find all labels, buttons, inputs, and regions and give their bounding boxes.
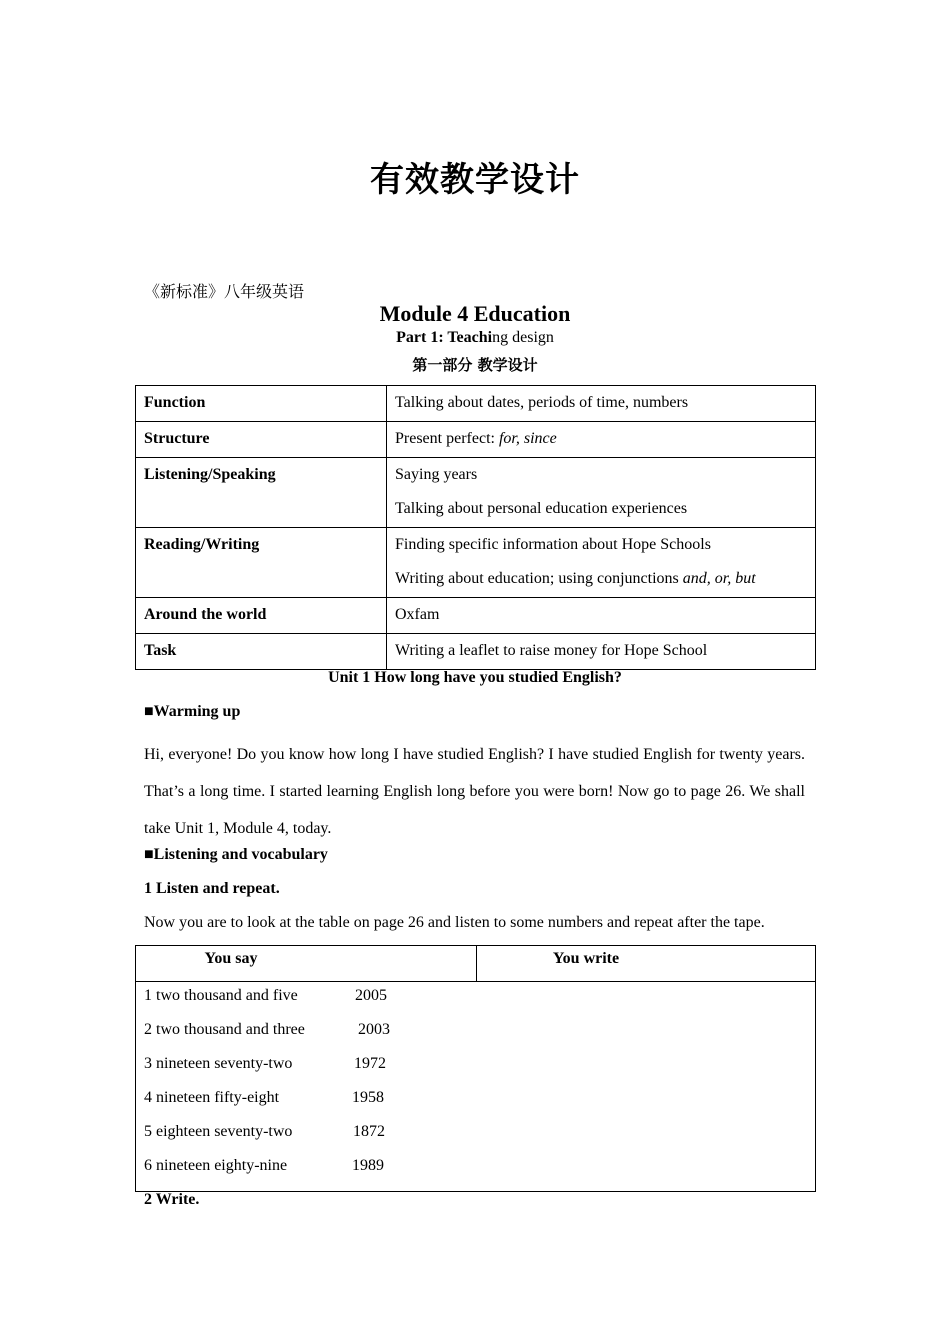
list-item <box>144 1020 815 1054</box>
part-title-rest: ng design <box>492 329 554 346</box>
row-label: Function <box>136 386 387 422</box>
header-label: You say <box>204 950 258 967</box>
row-content <box>387 386 816 422</box>
part-title-bold: Part 1: Teachi <box>396 329 493 346</box>
table-row <box>136 982 816 1192</box>
row-label: Listening/Speaking <box>136 458 387 528</box>
row-line-text: Present perfect: <box>395 430 499 447</box>
row-line <box>395 567 807 591</box>
list-item <box>144 1156 815 1184</box>
number-say: 4 nineteen fifty-eight <box>144 1089 280 1106</box>
row-content <box>387 458 816 528</box>
warming-up-text: Hi, everyone! Do you know how long I have studied English? I have studied English for twenty years. That’s a long time. I started learning English long before you were born! Now go to page 26. We shall take Unit 1, Module 4, today. <box>144 746 805 837</box>
number-say: 5 eighteen seventy-two <box>144 1123 293 1140</box>
listening-heading: ■Listening and vocabulary <box>144 846 328 863</box>
table-row <box>136 528 816 598</box>
row-line: Oxfam <box>395 606 440 623</box>
row-line: Talking about personal education experiences <box>395 500 688 517</box>
number-write: 1872 <box>353 1123 385 1140</box>
table-row <box>136 634 816 670</box>
row-label: Task <box>136 634 387 670</box>
list-item <box>144 1088 815 1122</box>
row-line-italic: for, since <box>498 430 557 447</box>
numbers-table <box>135 945 816 1192</box>
row-line: Finding specific information about Hope Schools <box>395 536 711 553</box>
row-content <box>387 422 816 458</box>
teaching-design-table <box>135 385 816 670</box>
row-label: Reading/Writing <box>136 528 387 598</box>
part-title <box>0 329 950 347</box>
row-content <box>387 634 816 670</box>
list-item <box>144 986 815 1020</box>
row-line-text: Writing about education; using conjunctions <box>395 570 683 587</box>
list-item <box>144 1122 815 1156</box>
table-row <box>136 386 816 422</box>
number-write: 1972 <box>354 1055 386 1072</box>
page-title: 有效教学设计 <box>370 160 580 200</box>
column-header-you-say <box>136 946 477 982</box>
listen-repeat-text: Now you are to look at the table on page 26 and listen to some numbers and repeat after the tape. <box>144 914 765 931</box>
table-header-row <box>136 946 816 982</box>
subject-label: 《新标准》八年级英语 <box>144 284 305 301</box>
row-content <box>387 598 816 634</box>
warming-up-heading: ■Warming up <box>144 703 241 720</box>
write-heading: 2 Write. <box>144 1191 200 1208</box>
column-header-you-write <box>477 946 816 982</box>
part-title-chinese: 第一部分 教学设计 <box>412 356 538 374</box>
row-line: Saying years <box>395 466 478 483</box>
table-row <box>136 458 816 528</box>
number-say: 1 two thousand and five <box>144 987 298 1004</box>
table-row <box>136 598 816 634</box>
row-content <box>387 528 816 598</box>
number-say: 6 nineteen eighty-nine <box>144 1157 288 1174</box>
number-write: 2003 <box>358 1021 390 1038</box>
unit-title: Unit 1 How long have you studied English? <box>328 669 622 686</box>
table-row <box>136 422 816 458</box>
row-line <box>395 427 807 451</box>
row-line: Talking about dates, periods of time, numbers <box>395 394 689 411</box>
number-write: 1989 <box>352 1157 384 1174</box>
listen-repeat-heading: 1 Listen and repeat. <box>144 880 280 897</box>
number-say: 3 nineteen seventy-two <box>144 1055 293 1072</box>
number-write: 2005 <box>355 987 387 1004</box>
row-label: Structure <box>136 422 387 458</box>
header-label: You write <box>552 950 620 967</box>
number-say: 2 two thousand and three <box>144 1021 305 1038</box>
row-line: Writing a leaflet to raise money for Hope School <box>395 642 708 659</box>
row-label: Around the world <box>136 598 387 634</box>
list-item <box>144 1054 815 1088</box>
number-write: 1958 <box>352 1089 384 1106</box>
numbers-list <box>136 982 816 1192</box>
module-title: Module 4 Education <box>379 301 571 326</box>
row-line-italic: and, or, but <box>682 570 756 587</box>
